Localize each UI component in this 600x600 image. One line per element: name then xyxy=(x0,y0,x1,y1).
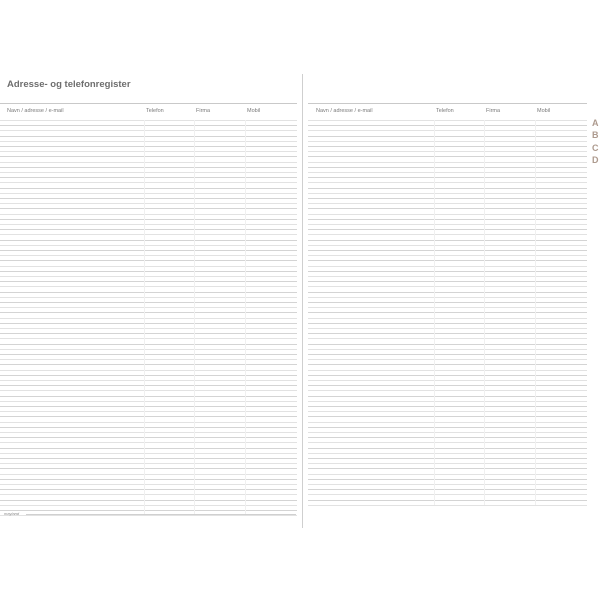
ruled-line xyxy=(0,437,297,438)
ruled-line xyxy=(0,396,297,397)
ruled-line xyxy=(308,474,587,475)
ruled-line xyxy=(0,344,297,345)
index-tab-d[interactable]: D xyxy=(592,154,599,165)
ruled-line xyxy=(308,219,587,220)
ruled-line xyxy=(308,344,587,345)
ruled-line xyxy=(308,432,587,433)
ruled-line xyxy=(0,146,297,147)
ruled-line xyxy=(308,401,587,402)
ruled-line xyxy=(308,302,587,303)
ruled-line xyxy=(0,255,297,256)
ruled-line xyxy=(0,136,297,137)
ruled-line xyxy=(0,130,297,131)
ruled-line xyxy=(308,208,587,209)
ruled-line xyxy=(0,432,297,433)
ruled-line xyxy=(0,276,297,277)
ruled-line xyxy=(0,219,297,220)
ruled-line xyxy=(0,203,297,204)
ruled-line xyxy=(0,453,297,454)
ruled-line xyxy=(308,479,587,480)
ruled-line xyxy=(0,141,297,142)
ruled-line xyxy=(0,427,297,428)
column-separator xyxy=(434,120,435,505)
ruled-line xyxy=(0,338,297,339)
ruled-line xyxy=(308,406,587,407)
ruled-line xyxy=(308,234,587,235)
ruled-line xyxy=(308,338,587,339)
ruled-line xyxy=(0,328,297,329)
column-header-row xyxy=(308,107,587,119)
alphabet-index xyxy=(592,117,600,166)
ruled-line xyxy=(308,494,587,495)
column-header-phone: Telefon xyxy=(146,108,164,114)
ruled-line xyxy=(0,156,297,157)
ruled-line xyxy=(0,390,297,391)
ruled-line xyxy=(0,297,297,298)
ruled-line xyxy=(308,229,587,230)
column-separator xyxy=(535,120,536,505)
ruled-line xyxy=(0,125,297,126)
ruled-line xyxy=(308,422,587,423)
ruled-line xyxy=(308,292,587,293)
ruled-line xyxy=(0,245,297,246)
ruled-line xyxy=(0,208,297,209)
ruled-line xyxy=(308,333,587,334)
ruled-line xyxy=(0,172,297,173)
ruled-line xyxy=(308,375,587,376)
ruled-line xyxy=(308,266,587,267)
ruled-line xyxy=(0,416,297,417)
ruled-line xyxy=(308,453,587,454)
ruled-line xyxy=(308,245,587,246)
ruled-line xyxy=(0,182,297,183)
ruled-line xyxy=(308,442,587,443)
ruled-line xyxy=(308,380,587,381)
ruled-line xyxy=(308,120,587,121)
ruled-line xyxy=(308,505,587,506)
column-header-name: Navn / adresse / e-mail xyxy=(7,108,64,114)
ruled-line xyxy=(308,458,587,459)
ruled-line xyxy=(308,250,587,251)
ruled-line xyxy=(0,234,297,235)
ruled-line xyxy=(308,286,587,287)
ruled-line xyxy=(308,390,587,391)
ruled-line xyxy=(0,281,297,282)
ruled-line xyxy=(0,406,297,407)
ruled-line xyxy=(308,359,587,360)
column-separator xyxy=(144,120,145,515)
ruled-line xyxy=(308,182,587,183)
ruled-line xyxy=(0,286,297,287)
ruled-line xyxy=(308,349,587,350)
ruled-line xyxy=(308,396,587,397)
ruled-line xyxy=(308,276,587,277)
ruled-line xyxy=(0,151,297,152)
ruled-line xyxy=(308,281,587,282)
ruled-line xyxy=(308,323,587,324)
column-header-phone: Telefon xyxy=(436,108,454,114)
ruled-line xyxy=(0,260,297,261)
ruled-line xyxy=(308,167,587,168)
ruled-line xyxy=(308,448,587,449)
ruled-line xyxy=(0,318,297,319)
index-tab-c[interactable]: C xyxy=(592,142,599,153)
ruled-line xyxy=(308,463,587,464)
ruled-line xyxy=(308,427,587,428)
ruled-line xyxy=(0,266,297,267)
ruled-line xyxy=(0,250,297,251)
ruled-line xyxy=(308,146,587,147)
ruled-line xyxy=(308,500,587,501)
ruled-line xyxy=(308,354,587,355)
ruled-line xyxy=(308,156,587,157)
brand-logo: mayland xyxy=(4,511,20,516)
column-header-name: Navn / adresse / e-mail xyxy=(316,108,373,114)
ruled-line xyxy=(0,380,297,381)
ruled-line xyxy=(308,260,587,261)
ruled-line xyxy=(308,203,587,204)
ruled-line xyxy=(0,349,297,350)
ruled-line xyxy=(0,198,297,199)
ruled-line xyxy=(0,364,297,365)
ruled-line xyxy=(0,401,297,402)
column-separator xyxy=(245,120,246,515)
ruled-line xyxy=(308,151,587,152)
ruled-line xyxy=(0,167,297,168)
ruled-line xyxy=(0,214,297,215)
ruled-line xyxy=(0,302,297,303)
column-separator xyxy=(484,120,485,505)
ruled-line xyxy=(308,297,587,298)
ruled-line xyxy=(308,370,587,371)
ruled-line xyxy=(0,307,297,308)
ruled-line xyxy=(308,307,587,308)
ruled-line xyxy=(308,437,587,438)
page-title: Adresse- og telefonregister xyxy=(7,79,131,90)
ruled-line xyxy=(308,364,587,365)
column-header-row xyxy=(0,107,297,119)
ruled-line xyxy=(0,312,297,313)
ruled-line xyxy=(0,359,297,360)
ruled-line xyxy=(0,333,297,334)
ruled-line xyxy=(0,500,297,501)
ruled-line xyxy=(308,468,587,469)
ruled-line xyxy=(0,271,297,272)
ruled-line xyxy=(0,468,297,469)
ruled-line xyxy=(308,489,587,490)
ruled-line xyxy=(0,370,297,371)
ruled-line xyxy=(0,489,297,490)
header-rule xyxy=(0,103,297,104)
ruled-line xyxy=(0,463,297,464)
ruled-line xyxy=(308,141,587,142)
ruled-line xyxy=(0,292,297,293)
column-separator xyxy=(194,120,195,515)
ruled-line xyxy=(308,271,587,272)
ruled-line xyxy=(0,224,297,225)
ruled-line xyxy=(308,193,587,194)
ruled-line xyxy=(308,416,587,417)
ruled-line xyxy=(0,484,297,485)
footer-rule xyxy=(26,514,296,515)
ruled-line xyxy=(0,177,297,178)
ruled-line xyxy=(308,328,587,329)
ruled-line xyxy=(0,375,297,376)
ruled-line xyxy=(0,515,297,516)
ruled-line xyxy=(308,240,587,241)
ruled-line xyxy=(0,229,297,230)
index-tab-a[interactable]: A xyxy=(592,118,599,128)
ruled-line xyxy=(0,474,297,475)
ruled-line xyxy=(308,224,587,225)
header-rule xyxy=(308,103,587,104)
ruled-line xyxy=(308,312,587,313)
index-tab-b[interactable]: B xyxy=(592,130,599,141)
ruled-line xyxy=(308,172,587,173)
ruled-line xyxy=(308,198,587,199)
column-header-company: Firma xyxy=(486,108,501,114)
ruled-line xyxy=(308,130,587,131)
column-header-company: Firma xyxy=(196,108,211,114)
ruled-line xyxy=(0,448,297,449)
ruled-line xyxy=(308,136,587,137)
column-header-mobile: Mobil xyxy=(247,108,261,114)
ruled-line xyxy=(308,214,587,215)
ruled-line xyxy=(308,385,587,386)
ruled-line xyxy=(308,484,587,485)
ruled-line xyxy=(308,318,587,319)
ruled-line xyxy=(0,479,297,480)
ruled-line xyxy=(308,162,587,163)
ruled-line xyxy=(308,255,587,256)
ruled-line xyxy=(308,188,587,189)
ruled-line xyxy=(0,510,297,511)
ruled-line xyxy=(0,385,297,386)
ruled-line xyxy=(0,442,297,443)
ruled-line xyxy=(0,323,297,324)
ruled-line xyxy=(0,411,297,412)
ruled-line xyxy=(0,120,297,121)
ruled-line xyxy=(0,494,297,495)
ruled-line xyxy=(0,193,297,194)
ruled-line xyxy=(0,422,297,423)
ruled-line xyxy=(0,354,297,355)
ruled-line xyxy=(0,458,297,459)
ruled-line xyxy=(308,177,587,178)
ruled-line xyxy=(0,240,297,241)
page-spine xyxy=(302,74,303,528)
ruled-line xyxy=(308,411,587,412)
column-header-mobile: Mobil xyxy=(537,108,551,114)
ruled-line xyxy=(308,125,587,126)
ruled-line xyxy=(0,188,297,189)
ruled-line xyxy=(0,505,297,506)
ruled-line xyxy=(0,162,297,163)
